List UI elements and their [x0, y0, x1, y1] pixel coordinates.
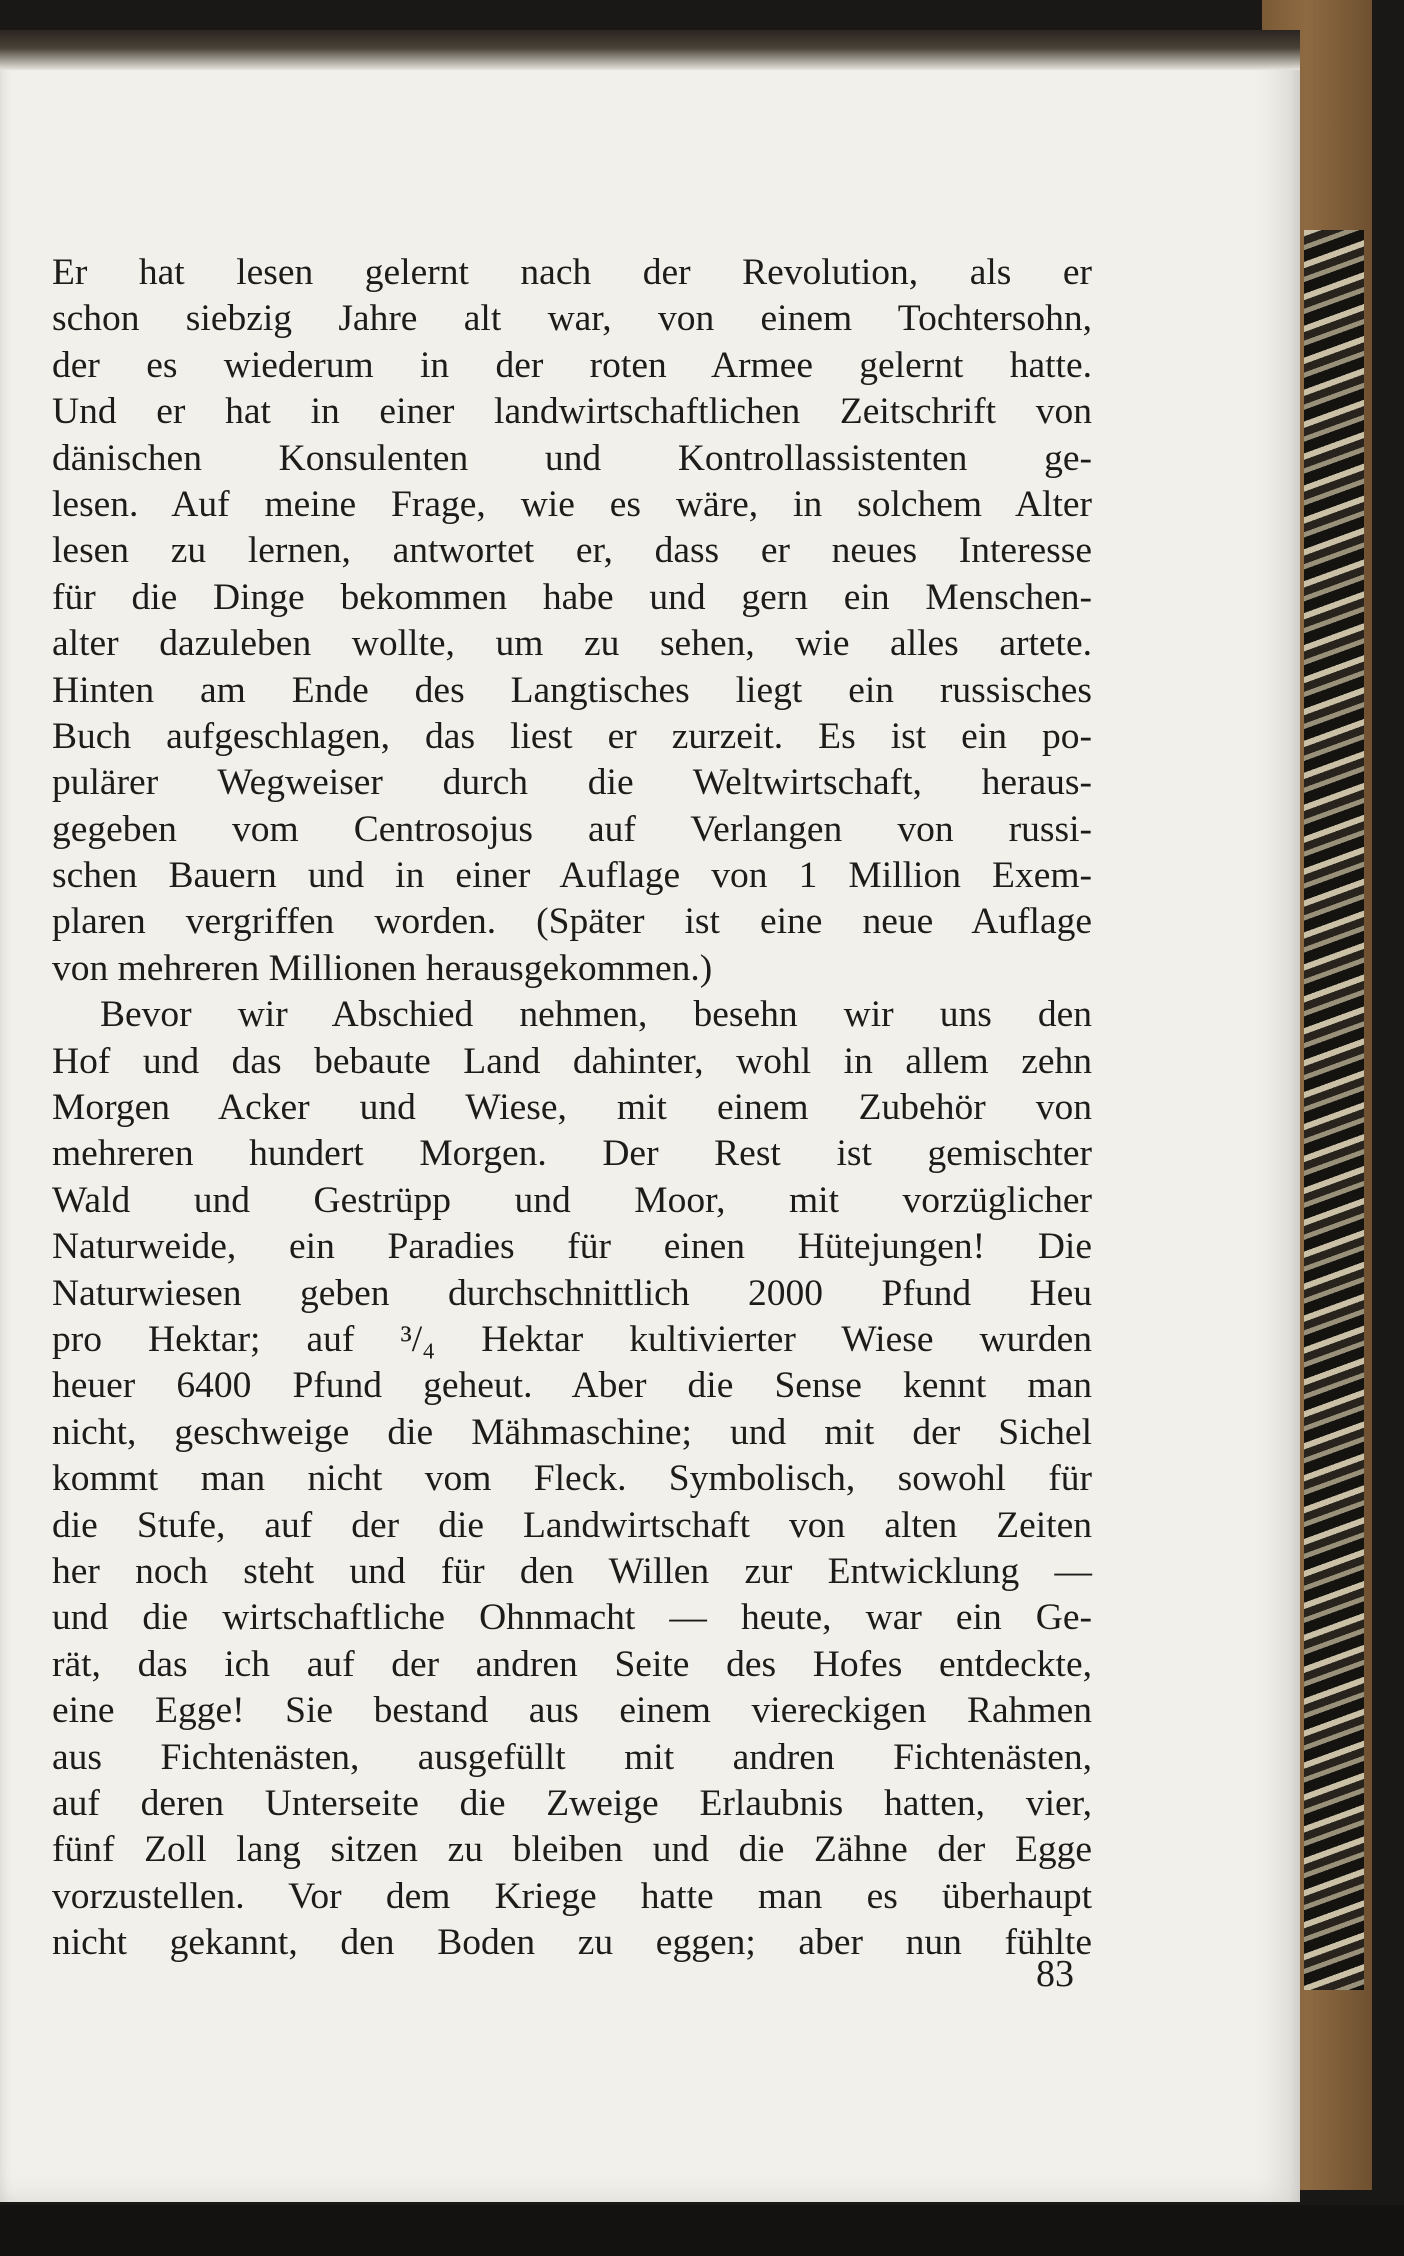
text-line: auf deren Unterseite die Zweige Erlaubnis hatten, vier, — [52, 1782, 1092, 1824]
text-line: die Stufe, auf der die Landwirtschaft von alten Zeiten — [52, 1504, 1092, 1546]
paragraph-2 — [52, 992, 1092, 1966]
text-line: plaren vergriffen worden. (Später ist eine neue Auflage — [52, 901, 1092, 943]
text-line: von mehreren Millionen herausgekommen.) — [52, 947, 713, 989]
page-number: 83 — [1036, 1953, 1074, 1995]
text-line: schen Bauern und in einer Auflage von 1 Million Exem- — [52, 855, 1092, 897]
text-line: heuer 6400 Pfund geheut. Aber die Sense kennt man — [52, 1365, 1092, 1407]
text-line: Und er hat in einer landwirtschaftlichen Zeitschrift von — [52, 391, 1092, 433]
text-line: lesen. Auf meine Frage, wie es wäre, in solchem Alter — [52, 483, 1092, 525]
text-line: und die wirtschaftliche Ohnmacht — heute, war ein Ge- — [52, 1597, 1092, 1639]
text-line: der es wiederum in der roten Armee gelernt hatte. — [52, 344, 1092, 386]
text-line: Er hat lesen gelernt nach der Revolution, als er — [52, 252, 1092, 293]
text-line: eine Egge! Sie bestand aus einem viereckigen Rahmen — [52, 1690, 1092, 1732]
text-line: mehreren hundert Morgen. Der Rest ist gemischter — [52, 1133, 1092, 1175]
body-text — [52, 250, 1092, 1966]
text-line: dänischen Konsulenten und Kontrollassistenten ge- — [52, 437, 1092, 479]
text-line: gegeben vom Centrosojus auf Verlangen von russi- — [52, 808, 1092, 850]
marbled-endpaper — [1304, 230, 1364, 1990]
text-line: her noch steht und für den Willen zur Entwicklung — — [52, 1550, 1092, 1592]
text-line: Hinten am Ende des Langtisches liegt ein russisches — [52, 669, 1092, 711]
text-line: lesen zu lernen, antwortet er, dass er neues Interesse — [52, 530, 1092, 572]
paragraph-1 — [52, 250, 1092, 992]
text-line: Naturwiesen geben durchschnittlich 2000 Pfund Heu — [52, 1272, 1092, 1314]
page-top-edge — [0, 30, 1300, 70]
text-line: fünf Zoll lang sitzen zu bleiben und die Zähne der Egge — [52, 1829, 1092, 1871]
text-line: für die Dinge bekommen habe und gern ein Menschen- — [52, 576, 1092, 618]
text-line: Hof und das bebaute Land dahinter, wohl in allem zehn — [52, 1040, 1092, 1082]
text-line: alter dazuleben wollte, um zu sehen, wie alles artete. — [52, 623, 1092, 665]
text-line: Wald und Gestrüpp und Moor, mit vorzüglicher — [52, 1179, 1092, 1221]
text-line: nicht gekannt, den Boden zu eggen; aber nun fühlte — [52, 1922, 1092, 1964]
text-line: schon siebzig Jahre alt war, von einem Tochtersohn, — [52, 298, 1092, 340]
text-line: aus Fichtenästen, ausgefüllt mit andren Fichtenästen, — [52, 1736, 1092, 1778]
text-line: Morgen Acker und Wiese, mit einem Zubehör von — [52, 1087, 1092, 1129]
text-line: nicht, geschweige die Mähmaschine; und mit der Sichel — [52, 1411, 1092, 1453]
text-line: rät, das ich auf der andren Seite des Hofes entdeckte, — [52, 1643, 1092, 1685]
text-line: Buch aufgeschlagen, das liest er zurzeit. Es ist ein po- — [52, 715, 1092, 757]
text-line: vorzustellen. Vor dem Kriege hatte man es überhaupt — [52, 1875, 1092, 1917]
text-line: Bevor wir Abschied nehmen, besehn wir uns den — [100, 994, 1092, 1036]
background-surface — [0, 2205, 1404, 2256]
text-line: kommt man nicht vom Fleck. Symbolisch, sowohl für — [52, 1458, 1092, 1500]
text-line: pro Hektar; auf ³/₄ Hektar kultivierter Wiese wurden — [52, 1318, 1092, 1360]
text-line: pulärer Wegweiser durch die Weltwirtschaft, heraus- — [52, 762, 1092, 804]
text-line: Naturweide, ein Paradies für einen Hütejungen! Die — [52, 1226, 1092, 1268]
